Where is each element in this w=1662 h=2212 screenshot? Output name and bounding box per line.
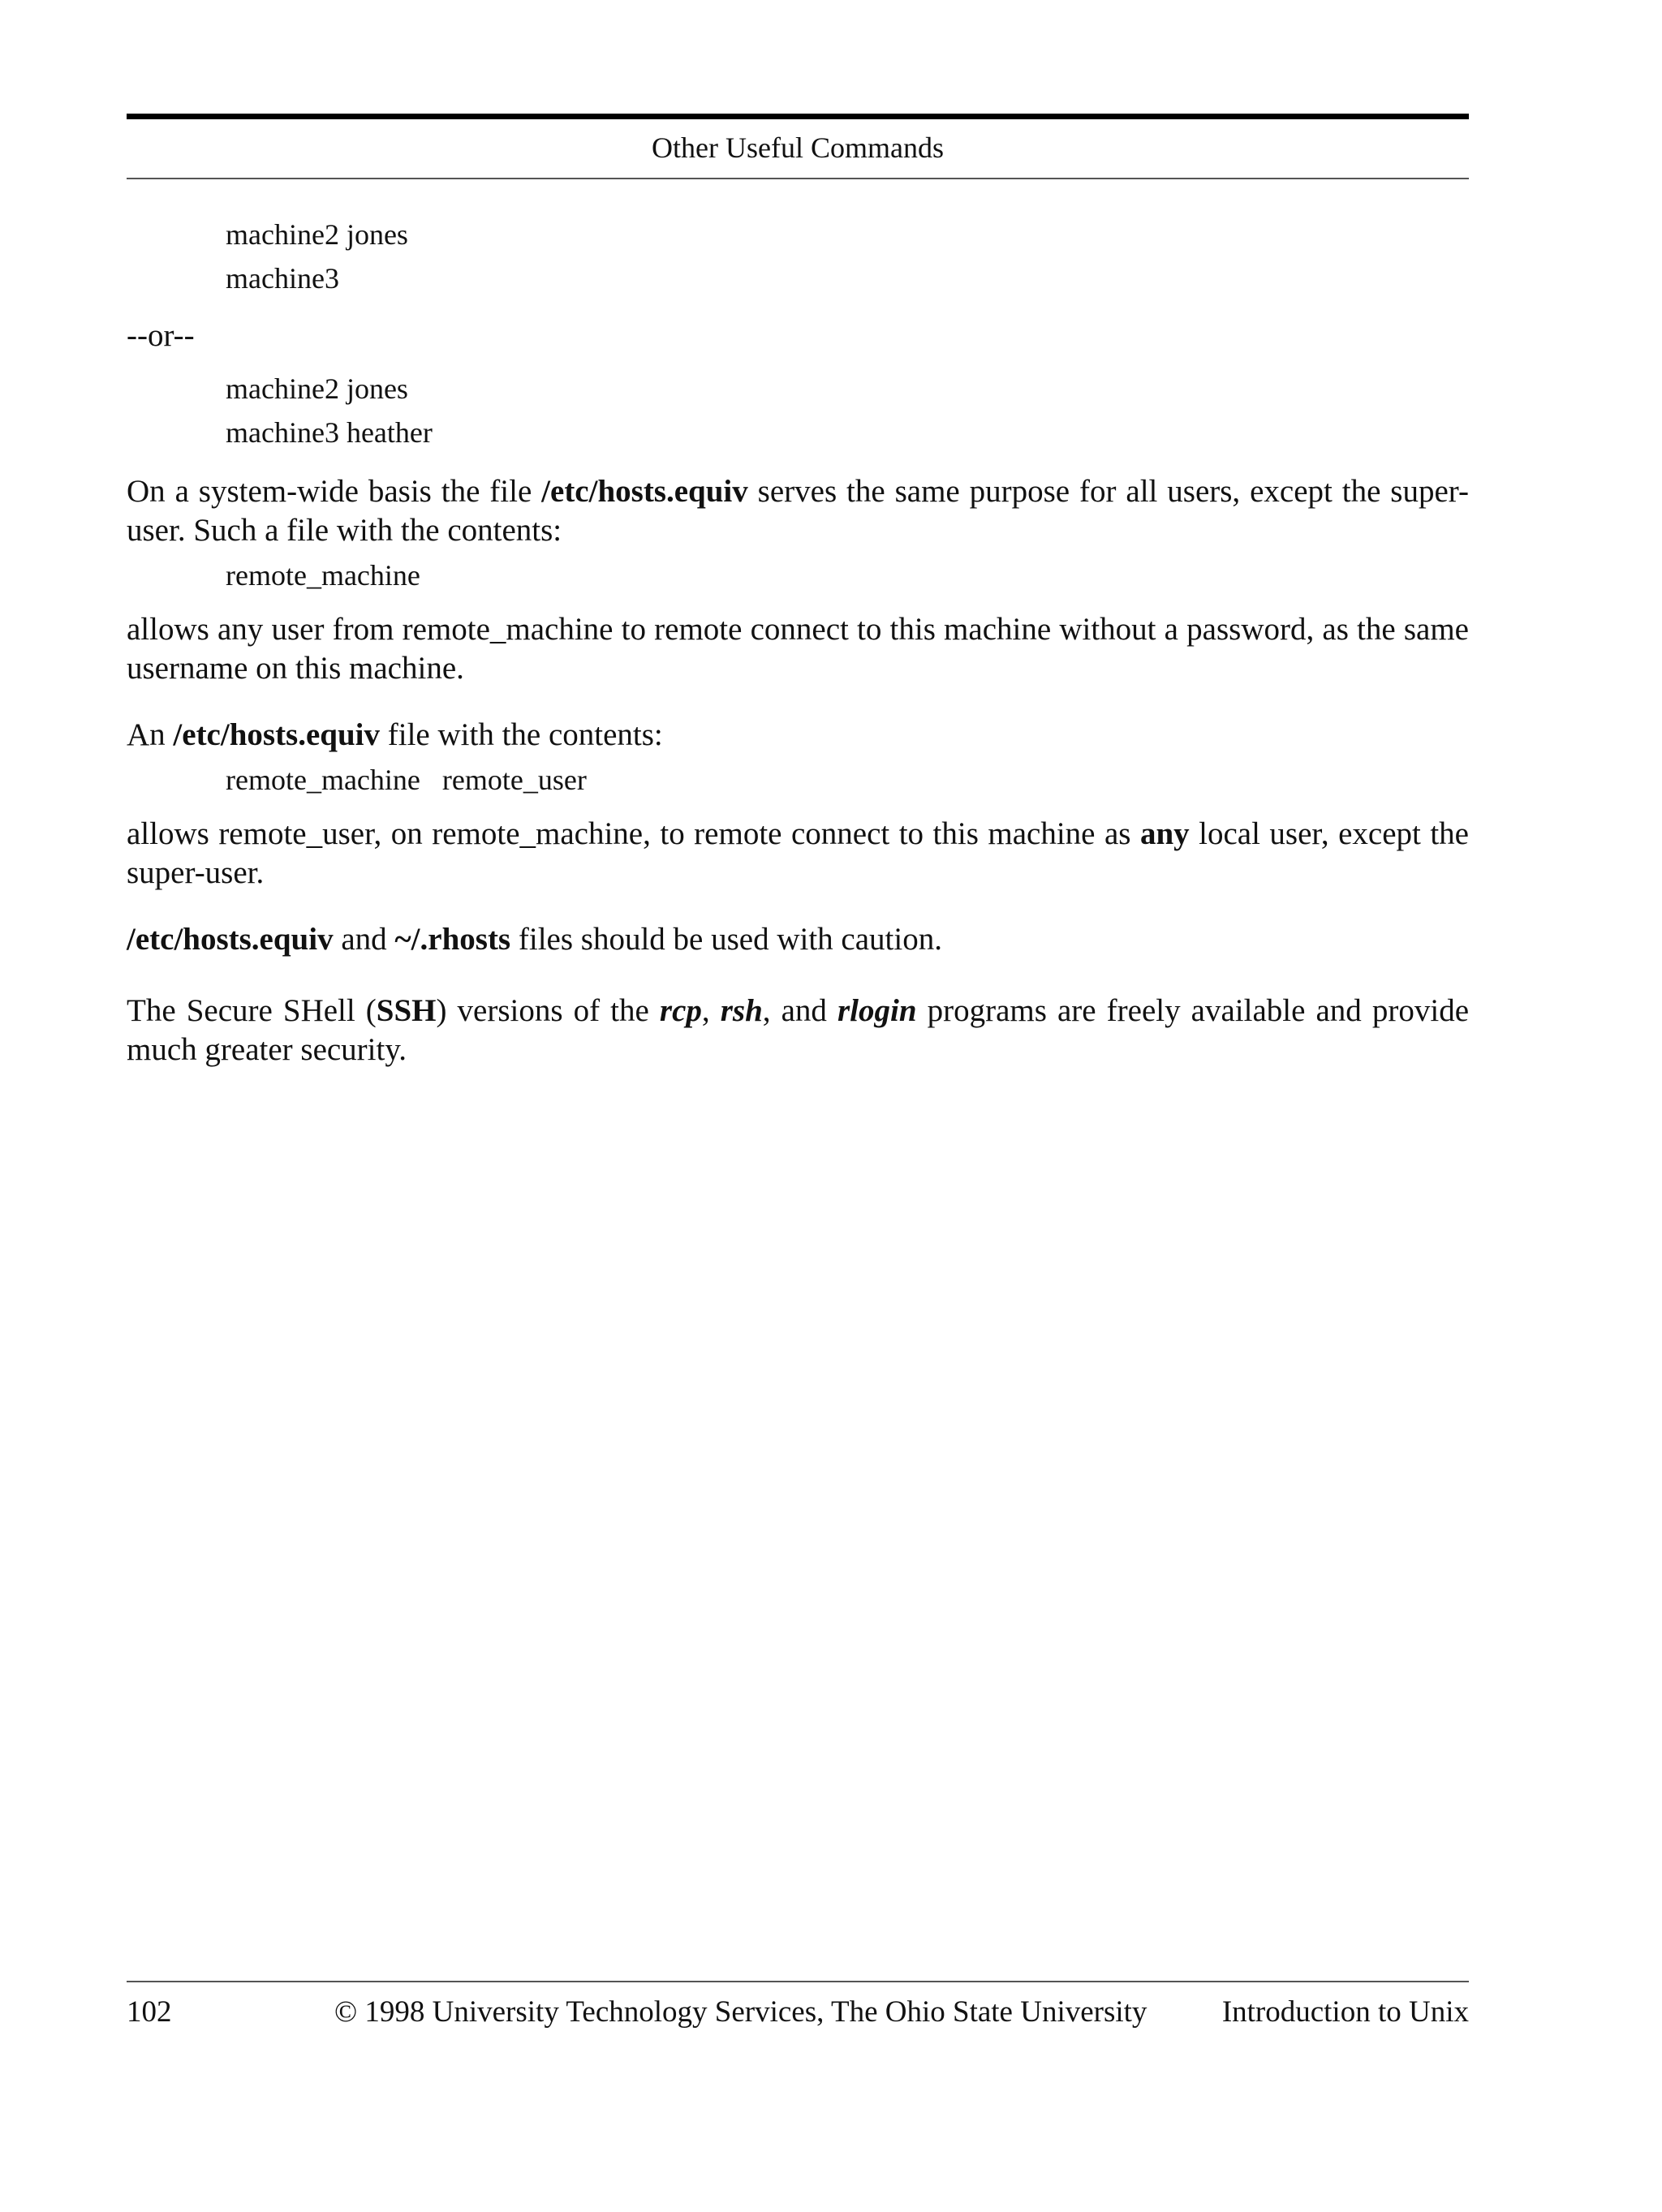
text-run: serves the same purpose for all users, except the super-user. Such a file with the contents:	[127, 474, 1469, 548]
text-run: file with the contents:	[380, 717, 663, 752]
text-run: and	[333, 922, 395, 957]
code-line: machine2 jones	[226, 372, 408, 405]
filename-hosts-equiv: /etc/hosts.equiv	[127, 922, 334, 957]
text-run: ) versions of the	[436, 993, 660, 1028]
body-content	[127, 213, 1469, 1069]
paragraph-remote-user	[127, 815, 1469, 893]
code-block-1	[226, 213, 1469, 300]
or-separator: --or--	[127, 318, 195, 353]
acronym-ssh: SSH	[376, 993, 437, 1028]
code-block-4	[226, 758, 1469, 802]
page-footer	[127, 1992, 1469, 2033]
code-block-2	[226, 367, 1469, 454]
paragraph-caution	[127, 920, 1469, 959]
filename-rhosts: ~/.rhosts	[394, 922, 511, 957]
code-line: machine3	[226, 262, 339, 295]
paragraph-ssh	[127, 992, 1469, 1069]
paragraph-any-user: allows any user from remote_machine to remote connect to this machine without a password, as the same username on this machine.	[127, 612, 1469, 686]
code-line: machine3 heather	[226, 416, 433, 449]
page-number: 102	[127, 1995, 172, 2029]
header-rule-thick	[127, 114, 1469, 119]
text-run: The Secure SHell (	[127, 993, 377, 1028]
emphasis-any: any	[1139, 816, 1190, 851]
command-rlogin: rlogin	[837, 993, 917, 1028]
text-run: local user, except the super-user.	[127, 816, 1469, 890]
code-block-3	[226, 553, 1469, 597]
paragraph-hosts-equiv-contents	[127, 716, 1469, 755]
text-run: ,	[701, 993, 721, 1028]
copyright-notice: © 1998 University Technology Services, The Ohio State University	[334, 1995, 1147, 2029]
text-run: An	[127, 717, 174, 752]
text-run: , and	[762, 993, 837, 1028]
command-rcp: rcp	[659, 993, 702, 1028]
running-header: Other Useful Commands	[652, 131, 944, 164]
code-line: machine2 jones	[226, 218, 408, 251]
command-rsh: rsh	[720, 993, 763, 1028]
footer-rule	[127, 1981, 1469, 1982]
book-title: Introduction to Unix	[1221, 1995, 1469, 2029]
text-run: On a system-wide basis the file	[127, 474, 542, 509]
text-run: programs are freely available and provide much greater security.	[127, 993, 1470, 1067]
paragraph-hosts-equiv-intro	[127, 472, 1469, 550]
code-line: remote_machine remote_user	[226, 764, 587, 796]
text-run: files should be used with caution.	[510, 922, 942, 957]
text-run: allows remote_user, on remote_machine, to remote connect to this machine as	[127, 816, 1140, 851]
code-line: remote_machine	[226, 559, 420, 592]
filename-hosts-equiv: /etc/hosts.equiv	[541, 474, 748, 509]
header-rule-thin	[127, 178, 1469, 179]
filename-hosts-equiv: /etc/hosts.equiv	[173, 717, 381, 752]
